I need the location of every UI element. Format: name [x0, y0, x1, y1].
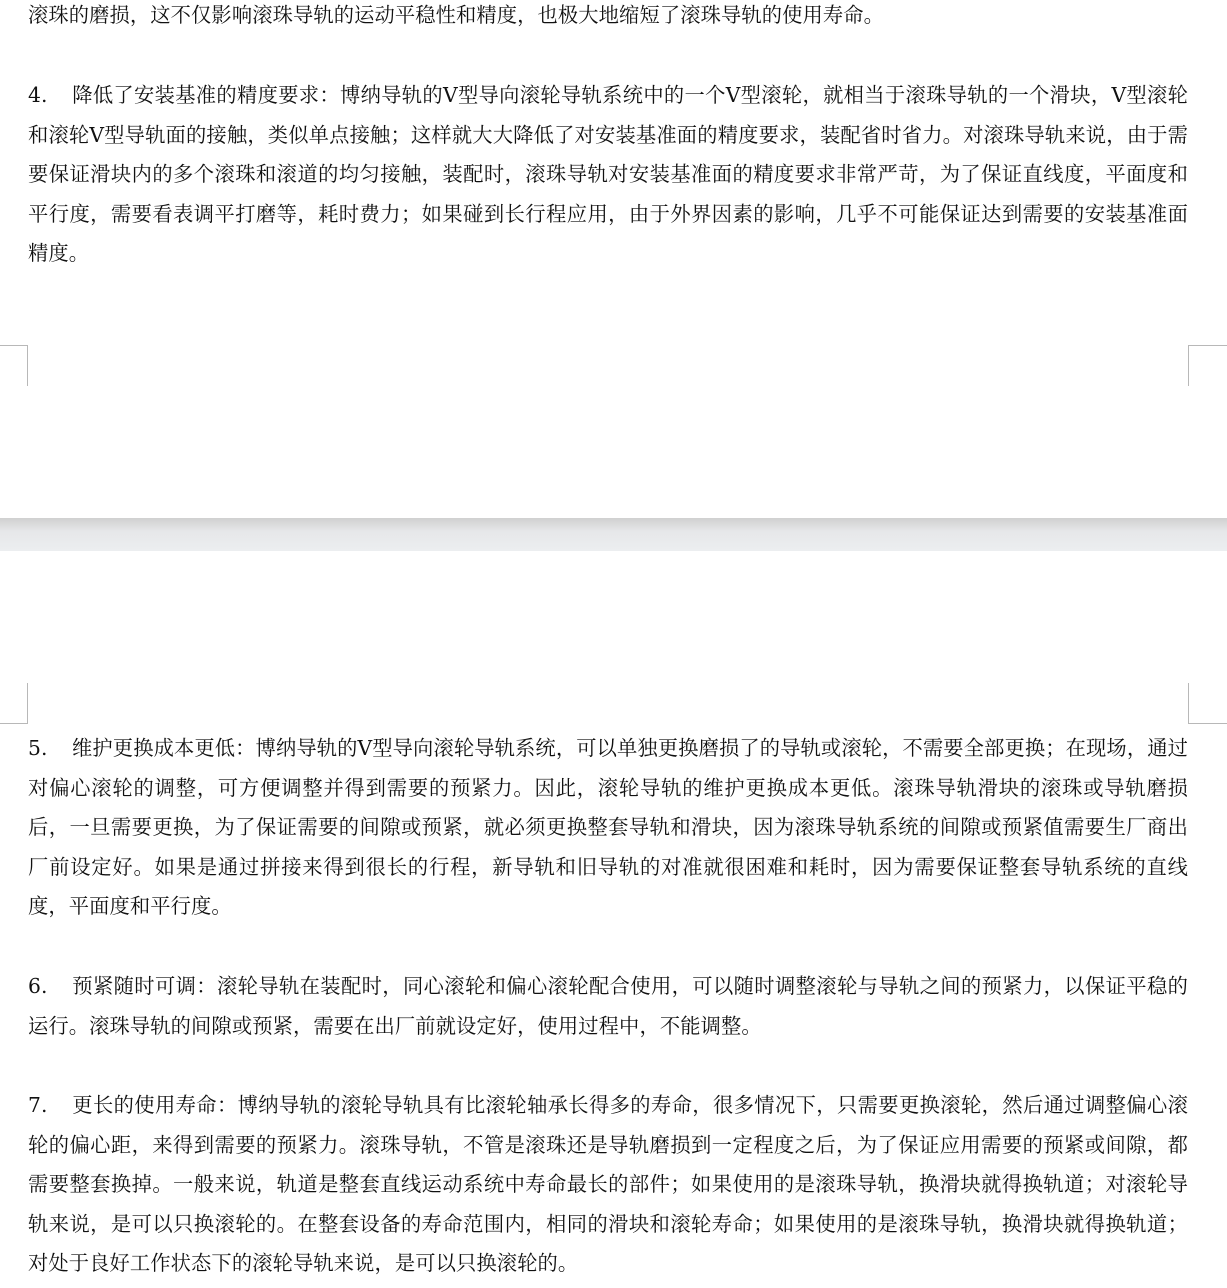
list-item-text: 更长的使用寿命：博纳导轨的滚轮导轨具有比滚轮轴承长得多的寿命，很多情况下，只需要更换滚轮，然后通过调整偏心滚轮的偏心距，来得到需要的预紧力。滚珠导轨，不管是滚珠还是导轨磨损到一定程度之后，为了保证应用需要的预紧或间隙，都需要整套换掉。一般来说，轨道是整套直线运动系统中寿命最长的部件；如果使用的是滚珠导轨，换滑块就得换轨道；对滚轮导轨来说，是可以只换滚轮的。在整套设备的寿命范围内，相同的滑块和滚轮寿命；如果使用的是滚珠导轨，换滑块就得换轨道；对处于良好工作状态下的滚轮导轨来说，是可以只换滚轮的。 — [28, 1093, 1188, 1276]
page-corner-mark-top-right — [1188, 683, 1227, 724]
document-page-2 — [0, 551, 1227, 1288]
paragraph-text: 滚珠的磨损，这不仅影响滚珠导轨的运动平稳性和精度，也极大地缩短了滚珠导轨的使用寿命。 — [28, 3, 885, 27]
list-number: 4. — [28, 83, 48, 107]
page-corner-mark-bottom-left — [0, 345, 28, 386]
document-page-1 — [0, 0, 1227, 518]
list-number: 7. — [28, 1093, 48, 1117]
list-item-7 — [28, 1086, 1188, 1284]
list-number: 5. — [28, 736, 48, 760]
page-separator — [0, 518, 1227, 551]
paragraph-continued — [28, 0, 1188, 36]
list-item-5 — [28, 729, 1188, 927]
list-item-text: 降低了安装基准的精度要求：博纳导轨的V型导向滚轮导轨系统中的一个V型滚轮，就相当于滚珠导轨的一个滑块，V型滚轮和滚轮V型导轨面的接触，类似单点接触；这样就大大降低了对安装基准面的精度要求，装配省时省力。对滚珠导轨来说，由于需要保证滑块内的多个滚珠和滚道的均匀接触，装配时，滚珠导轨对安装基准面的精度要求非常严苛，为了保证直线度，平面度和平行度，需要看表调平打磨等，耗时费力；如果碰到长行程应用，由于外界因素的影响，几乎不可能保证达到需要的安装基准面精度。 — [28, 83, 1188, 266]
list-number: 6. — [28, 974, 48, 998]
list-item-text: 维护更换成本更低：博纳导轨的V型导向滚轮导轨系统，可以单独更换磨损了的导轨或滚轮，不需要全部更换；在现场，通过对偏心滚轮的调整，可方便调整并得到需要的预紧力。因此，滚轮导轨的维护更换成本更低。滚珠导轨滑块的滚珠或导轨磨损后，一旦需要更换，为了保证需要的间隙或预紧，就必须更换整套导轨和滑块，因为滚珠导轨系统的间隙或预紧值需要生厂商出厂前设定好。如果是通过拼接来得到很长的行程，新导轨和旧导轨的对准就很困难和耗时，因为需要保证整套导轨系统的直线度，平面度和平行度。 — [28, 736, 1188, 919]
page-corner-mark-top-left — [0, 683, 28, 724]
list-item-4 — [28, 76, 1188, 274]
page-corner-mark-bottom-right — [1188, 345, 1227, 386]
list-item-6 — [28, 967, 1188, 1046]
list-item-text: 预紧随时可调：滚轮导轨在装配时，同心滚轮和偏心滚轮配合使用，可以随时调整滚轮与导轨之间的预紧力，以保证平稳的运行。滚珠导轨的间隙或预紧，需要在出厂前就设定好，使用过程中，不能调整。 — [28, 974, 1188, 1038]
